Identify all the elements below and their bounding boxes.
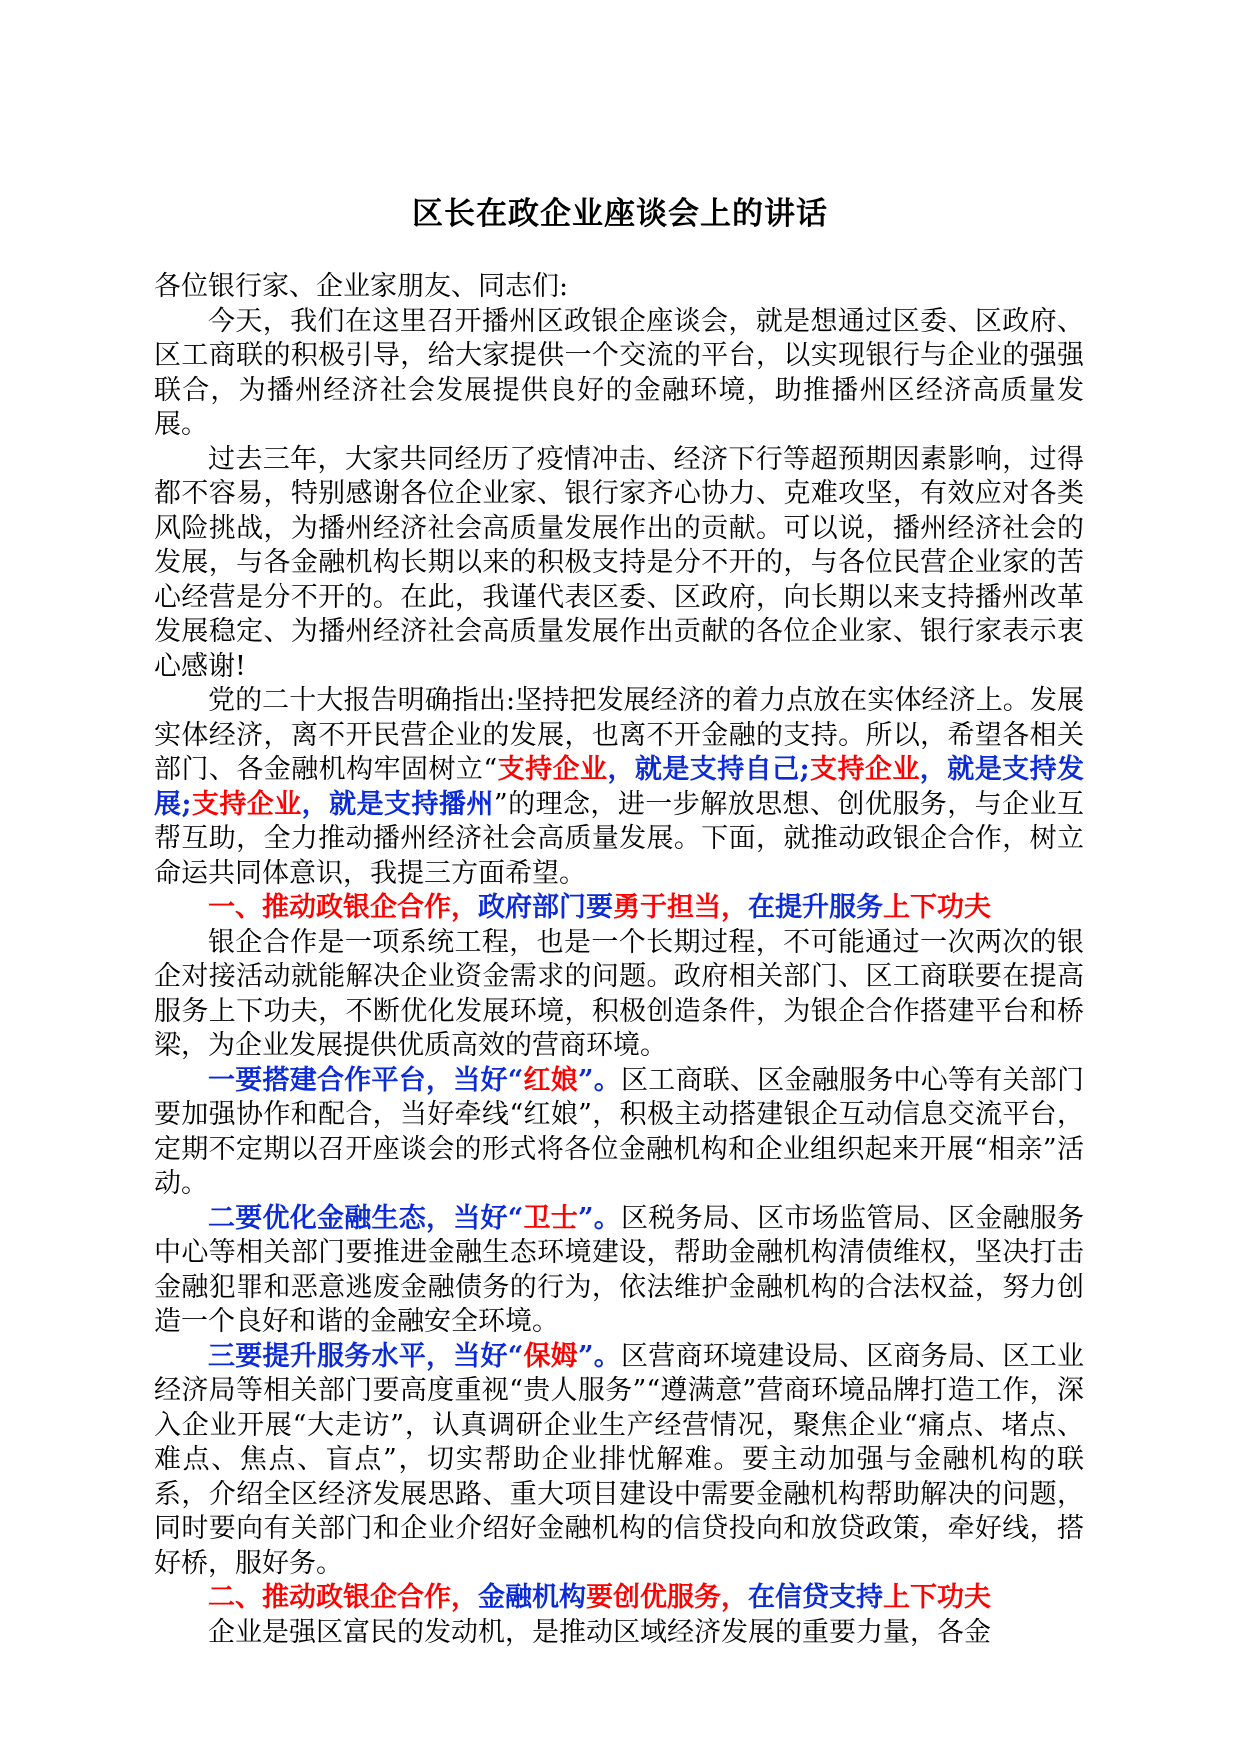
sub-heading-blue: ”。 bbox=[578, 1202, 622, 1234]
sub-point-2 bbox=[154, 1202, 1084, 1340]
paragraph: 企业是强区富民的发动机，是推动区域经济发展的重要力量，各金 bbox=[208, 1616, 991, 1648]
sub-heading-blue: 二要优化金融生态，当好“ bbox=[208, 1202, 524, 1234]
heading-red: 上下功夫 bbox=[883, 892, 991, 923]
paragraph bbox=[154, 684, 1084, 891]
heading-blue: 在 bbox=[748, 892, 775, 923]
paragraph: 过去三年，大家共同经历了疫情冲击、经济下行等超预期因素影响，过得都不容易，特别感谢各位企业家、银行家齐心协力、克难攻坚，有效应对各类风险挑战，为播州经济社会高质量发展作出的贡献。可以说，播州经济社会的发展，与各金融机构长期以来的积极支持是分不开的，与各位民营企业家的苦心经营是分不开的。在此，我谨代表区委、区政府，向长期以来支持播州改革发展稳定、为播州经济社会高质量发展作出贡献的各位企业家、银行家表示衷心感谢! bbox=[154, 443, 1084, 682]
heading-blue: 提升服务 bbox=[775, 892, 883, 923]
heading-red: 上下功夫 bbox=[883, 1582, 991, 1613]
heading-red: 要创优服务， bbox=[586, 1582, 748, 1613]
highlight-red: 支持企业 bbox=[497, 754, 608, 785]
heading-blue: 信贷支持 bbox=[775, 1582, 883, 1613]
page-title: 区长在政企业座谈会上的讲话 bbox=[412, 196, 828, 232]
heading-red: 勇于担当， bbox=[613, 892, 748, 923]
highlight-red: 支持企业 bbox=[191, 788, 302, 820]
heading-blue: 在 bbox=[748, 1582, 775, 1613]
sub-heading-red: 红娘 bbox=[523, 1064, 579, 1096]
sub-heading-blue: 三要提升服务水平，当好“ bbox=[208, 1340, 524, 1372]
sub-point-3 bbox=[154, 1340, 1084, 1582]
heading-blue: 政府部门要 bbox=[478, 892, 613, 923]
document-body bbox=[154, 270, 1084, 1650]
heading-red: 二、推动政银企合作， bbox=[208, 1582, 478, 1613]
sub-heading-blue: ”。 bbox=[578, 1340, 622, 1372]
paragraph-text: ”的理念，进一步解放思想、创优服务，与企业互帮互助，全力推动播州经济社会高质量发展。下面，就推动政银企合作，树立命运共同体意识，我提三方面希望。 bbox=[154, 788, 1085, 889]
sub-heading-red: 卫士 bbox=[523, 1202, 579, 1234]
paragraph: 今天，我们在这里召开播州区政银企座谈会，就是想通过区委、区政府、区工商联的积极引导，给大家提供一个交流的平台，以实现银行与企业的强强联合，为播州经济社会发展提供良好的金融环境，助推播州区经济高质量发展。 bbox=[154, 305, 1084, 440]
section-heading-2 bbox=[154, 1581, 1084, 1616]
sub-heading-blue: 一要搭建合作平台，当好“ bbox=[208, 1064, 524, 1096]
paragraph: 银企合作是一项系统工程，也是一个长期过程，不可能通过一次两次的银企对接活动就能解决企业资金需求的问题。政府相关部门、区工商联要在提高服务上下功夫，不断优化发展环境，积极创造条件，为银企合作搭建平台和桥梁，为企业发展提供优质高效的营商环境。 bbox=[154, 926, 1084, 1061]
section-heading-1 bbox=[154, 891, 1084, 926]
paragraph-text: 党的二十大报告明确指出:坚持把发展经济的着力点放在实体经济上。发展实体经济，离不开民营企业的发展，也离不开金融的支持。所以，希望各相关部门、各金融机构牢固树立“ bbox=[154, 685, 1084, 785]
paragraph-text: 区工商联、区金融服务中心等有关部门要加强协作和配合，当好牵线“红娘”，积极主动搭建银企互动信息交流平台，定期不定期以召开座谈会的形式将各位金融机构和企业组织起来开展“相亲”活动。 bbox=[154, 1064, 1085, 1199]
sub-heading-red: 保姆 bbox=[523, 1340, 579, 1372]
highlight-blue: ，就是支持发展; bbox=[154, 754, 1085, 820]
highlight-blue: ，就是支持自己; bbox=[607, 754, 810, 785]
sub-heading-blue: ”。 bbox=[578, 1064, 622, 1096]
paragraph-text: 区税务局、区市场监管局、区金融服务中心等相关部门要推进金融生态环境建设，帮助金融机构清债维权，坚决打击金融犯罪和恶意逃废金融债务的行为，依法维护金融机构的合法权益，努力创造一个良好和谐的金融安全环境。 bbox=[154, 1202, 1085, 1337]
paragraph-text: 区营商环境建设局、区商务局、区工业经济局等相关部门要高度重视“贵人服务”“遵满意”营商环境品牌打造工作，深入企业开展“大走访”，认真调研企业生产经营情况，聚焦企业“痛点、堵点、难点、焦点、盲点”，切实帮助企业排忧解难。要主动加强与金融机构的联系，介绍全区经济发展思路、重大项目建设中需要金融机构帮助解决的问题，同时要向有关部门和企业介绍好金融机构的信贷投向和放贷政策，牵好线，搭好桥，服好务。 bbox=[154, 1340, 1085, 1579]
salutation: 各位银行家、企业家朋友、同志们: bbox=[154, 271, 569, 302]
highlight-blue: ，就是支持播州 bbox=[301, 788, 494, 820]
heading-red: 一、推动政银企合作， bbox=[208, 892, 478, 923]
heading-blue: 金融机构 bbox=[478, 1582, 586, 1613]
sub-point-1 bbox=[154, 1064, 1084, 1202]
highlight-red: 支持企业 bbox=[809, 754, 920, 785]
